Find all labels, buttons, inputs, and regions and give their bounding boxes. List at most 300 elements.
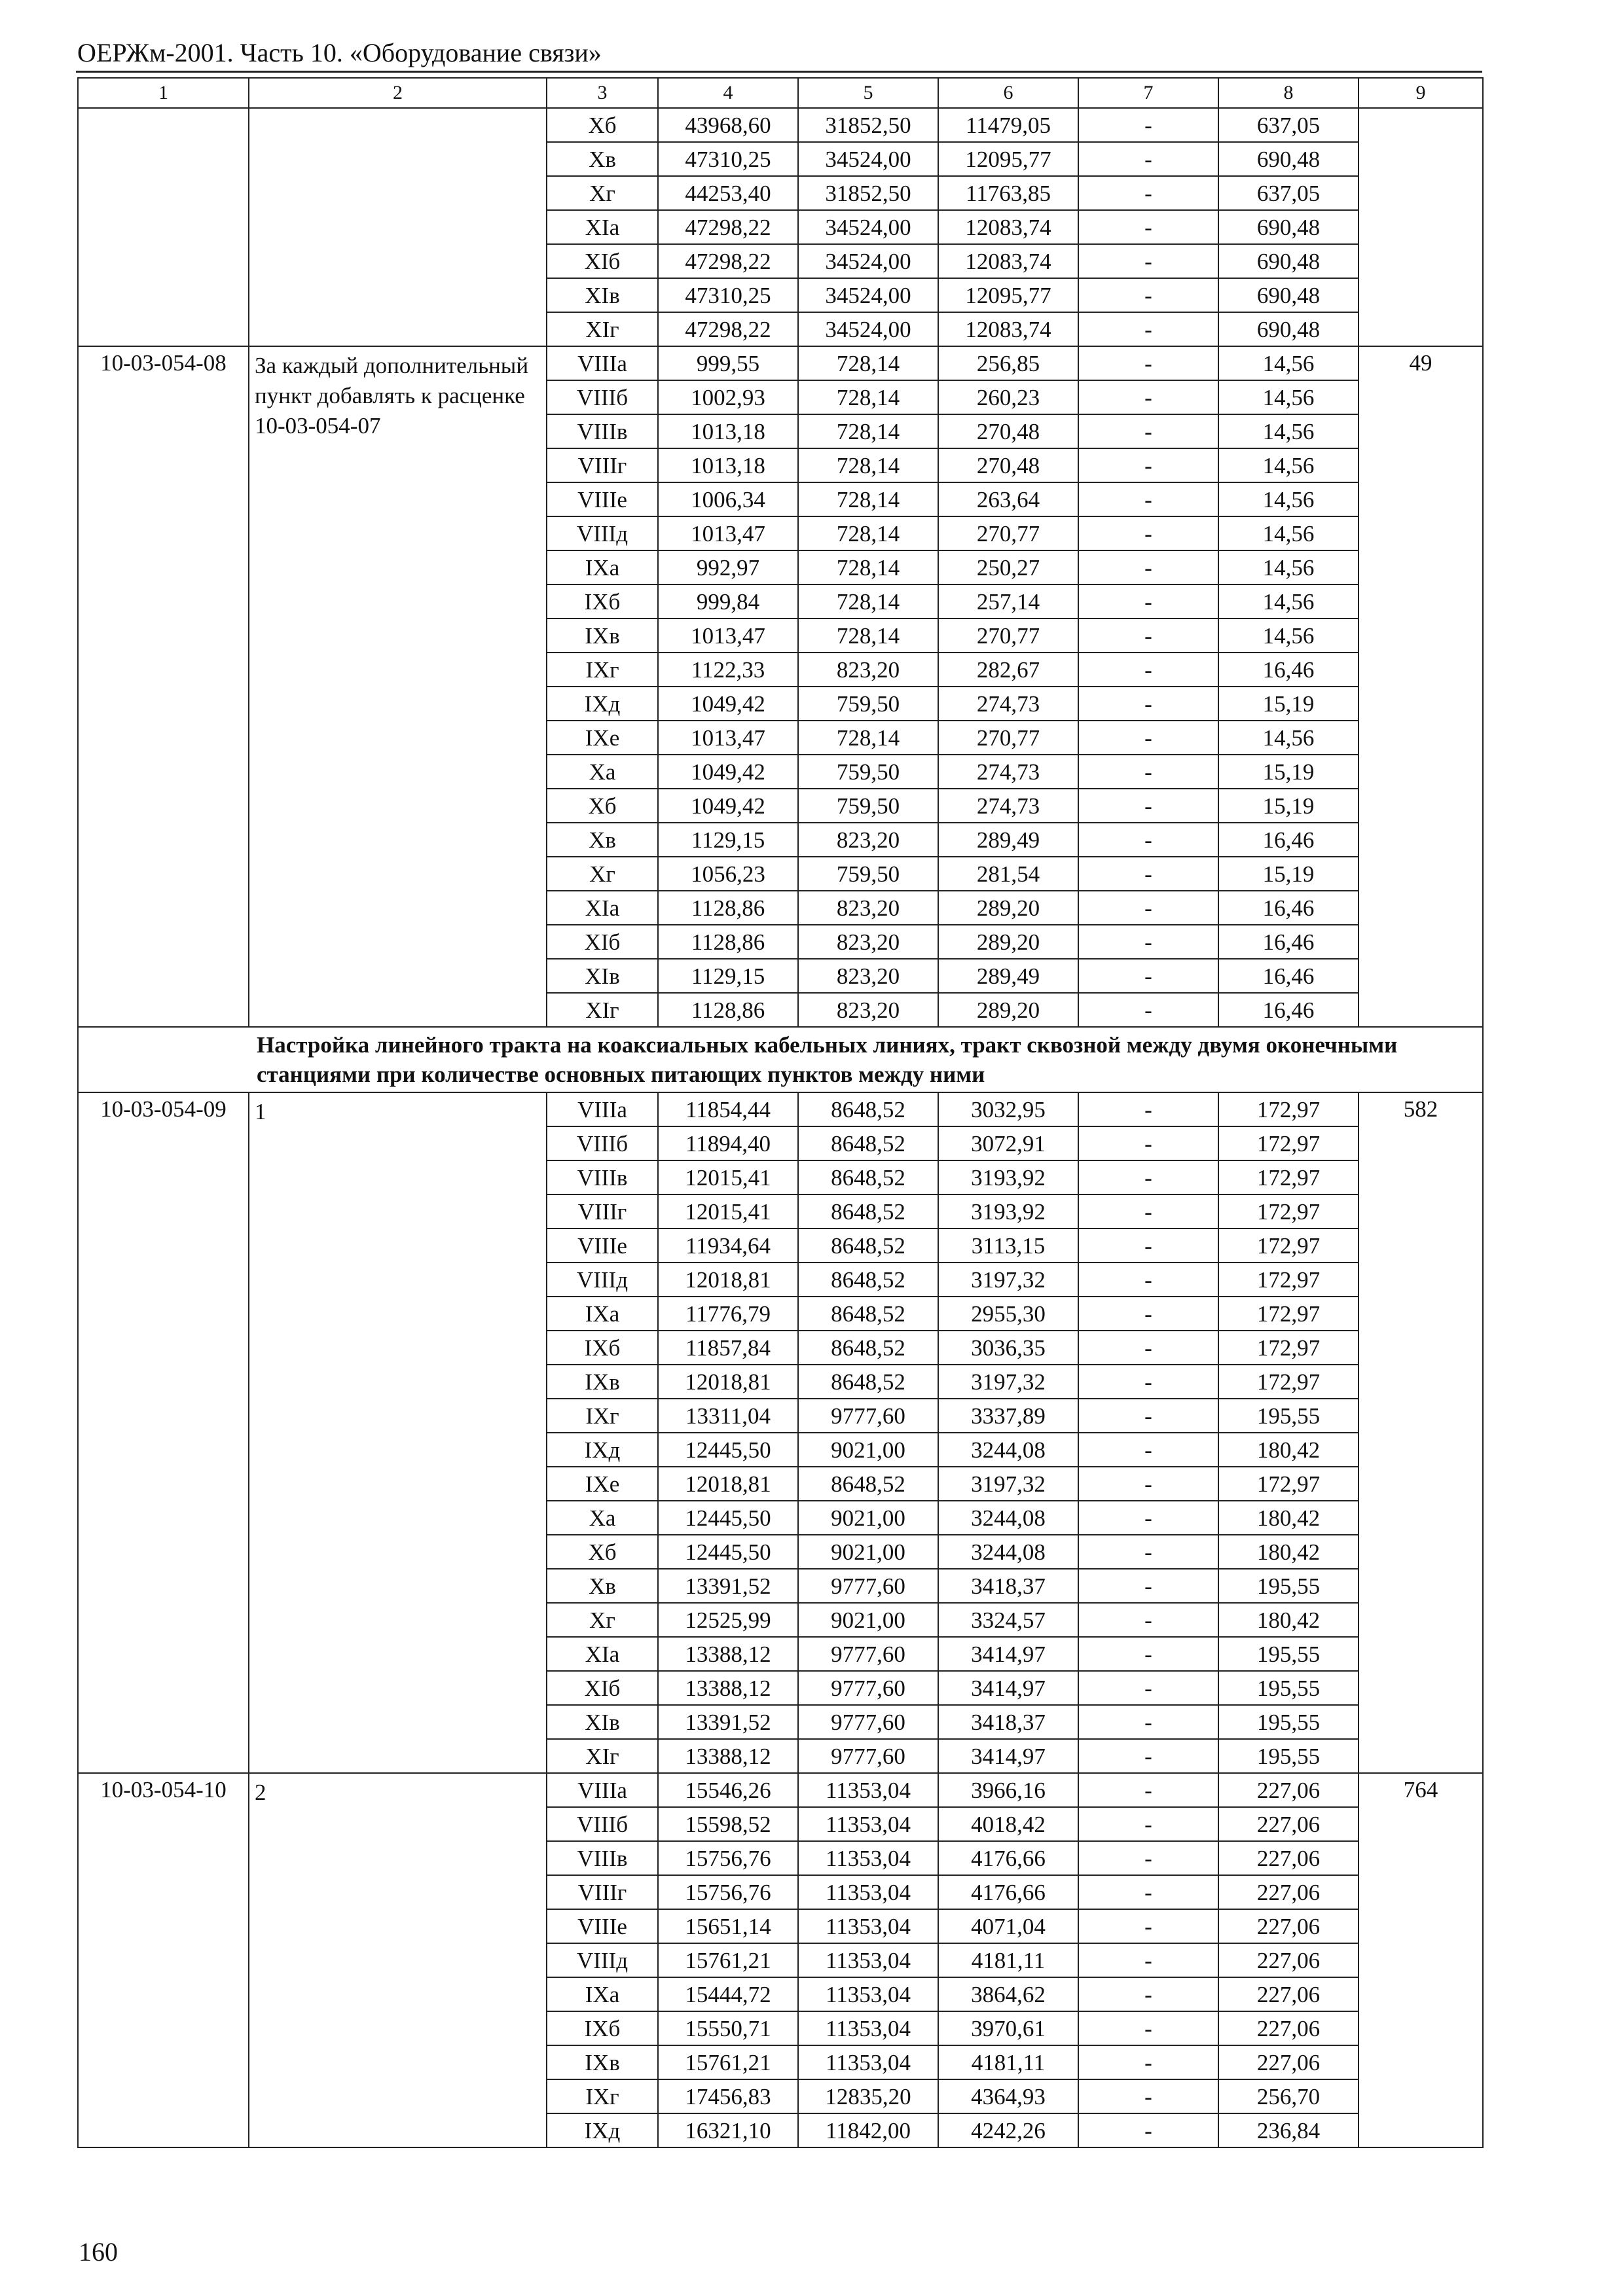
value-cell: - (1078, 1433, 1218, 1467)
value-cell: - (1078, 142, 1218, 176)
value-cell: - (1078, 1501, 1218, 1535)
value-cell: 15,19 (1218, 755, 1359, 789)
column-number: 3 (547, 78, 658, 108)
value-cell: - (1078, 176, 1218, 210)
value-cell: 16,46 (1218, 891, 1359, 925)
value-cell: IXа (547, 550, 658, 584)
value-cell: - (1078, 448, 1218, 482)
value-cell: 999,55 (658, 346, 798, 380)
value-cell: 12095,77 (938, 142, 1078, 176)
value-cell: 1013,47 (658, 721, 798, 755)
value-cell: - (1078, 278, 1218, 312)
value-cell: - (1078, 1569, 1218, 1603)
value-cell: 195,55 (1218, 1705, 1359, 1739)
value-cell: 172,97 (1218, 1297, 1359, 1331)
value-cell: 227,06 (1218, 1875, 1359, 1909)
value-cell: 16,46 (1218, 993, 1359, 1027)
value-cell: 8648,52 (798, 1331, 938, 1365)
value-cell: VIIIа (547, 1092, 658, 1126)
value-cell: 8648,52 (798, 1467, 938, 1501)
value-cell: 690,48 (1218, 244, 1359, 278)
value-cell: IXв (547, 2045, 658, 2079)
value-cell: IXд (547, 687, 658, 721)
value-cell: 270,77 (938, 721, 1078, 755)
rate-code: 10-03-054-09 (78, 1092, 249, 1773)
value-cell: 195,55 (1218, 1569, 1359, 1603)
value-cell: IXв (547, 1365, 658, 1399)
value-cell: XIг (547, 312, 658, 346)
value-cell: - (1078, 1297, 1218, 1331)
value-cell: - (1078, 755, 1218, 789)
value-cell: 12445,50 (658, 1433, 798, 1467)
value-cell: 15550,71 (658, 2011, 798, 2045)
value-cell: - (1078, 1637, 1218, 1671)
column-number: 2 (249, 78, 547, 108)
value-cell: - (1078, 653, 1218, 687)
value-cell: 236,84 (1218, 2113, 1359, 2147)
page-header: ОЕРЖм-2001. Часть 10. «Оборудование связи» (77, 38, 602, 67)
value-cell: VIIIв (547, 414, 658, 448)
value-cell: 16,46 (1218, 959, 1359, 993)
table-body (78, 78, 1483, 2147)
value-cell: - (1078, 1807, 1218, 1841)
value-cell: 8648,52 (798, 1229, 938, 1263)
value-cell: XIа (547, 891, 658, 925)
value-cell: 3970,61 (938, 2011, 1078, 2045)
value-cell: 13391,52 (658, 1569, 798, 1603)
value-cell: 4176,66 (938, 1841, 1078, 1875)
value-cell: 34524,00 (798, 210, 938, 244)
value-cell: - (1078, 1977, 1218, 2011)
resource-cell: 49 (1359, 346, 1483, 1027)
value-cell: 12015,41 (658, 1160, 798, 1194)
value-cell: 3414,97 (938, 1637, 1078, 1671)
value-cell: 728,14 (798, 380, 938, 414)
table-row (78, 346, 1483, 380)
value-cell: 637,05 (1218, 176, 1359, 210)
value-cell: 172,97 (1218, 1126, 1359, 1160)
value-cell: 14,56 (1218, 448, 1359, 482)
value-cell: 9777,60 (798, 1705, 938, 1739)
value-cell: 12018,81 (658, 1365, 798, 1399)
value-cell: 15,19 (1218, 789, 1359, 823)
value-cell: 690,48 (1218, 142, 1359, 176)
value-cell: XIа (547, 1637, 658, 1671)
value-cell: 14,56 (1218, 584, 1359, 619)
value-cell: 999,84 (658, 584, 798, 619)
value-cell: 1129,15 (658, 823, 798, 857)
value-cell: 11353,04 (798, 1875, 938, 1909)
value-cell: 227,06 (1218, 1773, 1359, 1807)
value-cell: 16,46 (1218, 823, 1359, 857)
value-cell: 11353,04 (798, 1841, 938, 1875)
column-number-row (78, 78, 1483, 108)
value-cell: VIIIа (547, 1773, 658, 1807)
value-cell: - (1078, 1194, 1218, 1229)
section-heading: Настройка линейного тракта на коаксиальных кабельных линиях, тракт сквозной между двумя оконечными станциями при количестве основных питающих пунктов между ними (78, 1027, 1483, 1092)
value-cell: 172,97 (1218, 1229, 1359, 1263)
column-number: 6 (938, 78, 1078, 108)
value-cell: 4364,93 (938, 2079, 1078, 2113)
value-cell: 47310,25 (658, 278, 798, 312)
value-cell: Xб (547, 1535, 658, 1569)
table-row (78, 108, 1483, 142)
value-cell: 3418,37 (938, 1569, 1078, 1603)
value-cell: - (1078, 959, 1218, 993)
value-cell: - (1078, 687, 1218, 721)
value-cell: 8648,52 (798, 1263, 938, 1297)
value-cell: 256,85 (938, 346, 1078, 380)
rate-code (78, 108, 249, 346)
value-cell: 15444,72 (658, 1977, 798, 2011)
value-cell: 3032,95 (938, 1092, 1078, 1126)
value-cell: 1122,33 (658, 653, 798, 687)
value-cell: - (1078, 789, 1218, 823)
value-cell: - (1078, 721, 1218, 755)
value-cell: 11353,04 (798, 1977, 938, 2011)
value-cell: 3244,08 (938, 1535, 1078, 1569)
value-cell: 12445,50 (658, 1535, 798, 1569)
rates-table (77, 77, 1484, 2148)
value-cell: 728,14 (798, 448, 938, 482)
resource-cell: 582 (1359, 1092, 1483, 1773)
value-cell: 637,05 (1218, 108, 1359, 142)
value-cell: 17456,83 (658, 2079, 798, 2113)
value-cell: 1056,23 (658, 857, 798, 891)
value-cell: 47298,22 (658, 312, 798, 346)
value-cell: 180,42 (1218, 1535, 1359, 1569)
value-cell: IXг (547, 2079, 658, 2113)
value-cell: 263,64 (938, 482, 1078, 516)
value-cell: 690,48 (1218, 210, 1359, 244)
value-cell: 690,48 (1218, 278, 1359, 312)
value-cell: IXе (547, 1467, 658, 1501)
value-cell: - (1078, 2011, 1218, 2045)
value-cell: 3414,97 (938, 1671, 1078, 1705)
value-cell: 3864,62 (938, 1977, 1078, 2011)
value-cell: 759,50 (798, 687, 938, 721)
value-cell: 11854,44 (658, 1092, 798, 1126)
value-cell: 12018,81 (658, 1467, 798, 1501)
value-cell: 728,14 (798, 482, 938, 516)
value-cell: IXд (547, 1433, 658, 1467)
value-cell: VIIIе (547, 1229, 658, 1263)
value-cell: 274,73 (938, 789, 1078, 823)
value-cell: - (1078, 1160, 1218, 1194)
value-cell: 3197,32 (938, 1365, 1078, 1399)
value-cell: - (1078, 414, 1218, 448)
value-cell: IXв (547, 619, 658, 653)
value-cell: 728,14 (798, 619, 938, 653)
value-cell: 195,55 (1218, 1399, 1359, 1433)
value-cell: 47310,25 (658, 142, 798, 176)
value-cell: 14,56 (1218, 721, 1359, 755)
value-cell: - (1078, 1875, 1218, 1909)
value-cell: 728,14 (798, 414, 938, 448)
value-cell: 1006,34 (658, 482, 798, 516)
value-cell: 728,14 (798, 550, 938, 584)
value-cell: 195,55 (1218, 1739, 1359, 1773)
value-cell: 13388,12 (658, 1637, 798, 1671)
value-cell: VIIIб (547, 1807, 658, 1841)
value-cell: 172,97 (1218, 1263, 1359, 1297)
value-cell: 3418,37 (938, 1705, 1078, 1739)
value-cell: 3414,97 (938, 1739, 1078, 1773)
value-cell: 9777,60 (798, 1671, 938, 1705)
value-cell: 14,56 (1218, 346, 1359, 380)
value-cell: IXа (547, 1297, 658, 1331)
value-cell: 14,56 (1218, 482, 1359, 516)
value-cell: 34524,00 (798, 142, 938, 176)
value-cell: VIIIе (547, 1909, 658, 1943)
value-cell: - (1078, 1603, 1218, 1637)
value-cell: - (1078, 1535, 1218, 1569)
column-number: 8 (1218, 78, 1359, 108)
value-cell: 11894,40 (658, 1126, 798, 1160)
value-cell: 257,14 (938, 584, 1078, 619)
column-number: 4 (658, 78, 798, 108)
value-cell: 11353,04 (798, 2045, 938, 2079)
value-cell: 1128,86 (658, 925, 798, 959)
value-cell: 728,14 (798, 721, 938, 755)
column-number: 1 (78, 78, 249, 108)
value-cell: 12083,74 (938, 244, 1078, 278)
value-cell: IXг (547, 653, 658, 687)
value-cell: 289,49 (938, 823, 1078, 857)
value-cell: 12018,81 (658, 1263, 798, 1297)
value-cell: - (1078, 584, 1218, 619)
value-cell: 8648,52 (798, 1126, 938, 1160)
value-cell: 172,97 (1218, 1365, 1359, 1399)
value-cell: 256,70 (1218, 2079, 1359, 2113)
value-cell: Xв (547, 823, 658, 857)
value-cell: 11857,84 (658, 1331, 798, 1365)
value-cell: 15,19 (1218, 857, 1359, 891)
value-cell: - (1078, 1365, 1218, 1399)
value-cell: - (1078, 516, 1218, 550)
table-row (78, 1773, 1483, 1807)
value-cell: 11763,85 (938, 176, 1078, 210)
value-cell: 15756,76 (658, 1841, 798, 1875)
value-cell: 13388,12 (658, 1671, 798, 1705)
value-cell: 1013,47 (658, 619, 798, 653)
rate-name (249, 108, 547, 346)
value-cell: 227,06 (1218, 1943, 1359, 1977)
rate-code: 10-03-054-08 (78, 346, 249, 1027)
value-cell: IXа (547, 1977, 658, 2011)
value-cell: 11353,04 (798, 1909, 938, 1943)
value-cell: 3966,16 (938, 1773, 1078, 1807)
value-cell: VIIIг (547, 1194, 658, 1229)
value-cell: XIб (547, 1671, 658, 1705)
value-cell: - (1078, 1773, 1218, 1807)
value-cell: 274,73 (938, 687, 1078, 721)
value-cell: 12095,77 (938, 278, 1078, 312)
value-cell: Xб (547, 108, 658, 142)
value-cell: 11353,04 (798, 1807, 938, 1841)
value-cell: 8648,52 (798, 1092, 938, 1126)
value-cell: Xа (547, 1501, 658, 1535)
value-cell: - (1078, 1331, 1218, 1365)
value-cell: 15761,21 (658, 2045, 798, 2079)
value-cell: 3036,35 (938, 1331, 1078, 1365)
value-cell: VIIIд (547, 1943, 658, 1977)
value-cell: VIIIг (547, 1875, 658, 1909)
value-cell: 227,06 (1218, 1977, 1359, 2011)
value-cell: XIб (547, 925, 658, 959)
value-cell: 31852,50 (798, 108, 938, 142)
value-cell: - (1078, 1092, 1218, 1126)
value-cell: 15,19 (1218, 687, 1359, 721)
value-cell: 34524,00 (798, 312, 938, 346)
value-cell: 15651,14 (658, 1909, 798, 1943)
page-number: 160 (79, 2237, 118, 2267)
value-cell: 1002,93 (658, 380, 798, 414)
value-cell: - (1078, 925, 1218, 959)
value-cell: 14,56 (1218, 414, 1359, 448)
value-cell: XIа (547, 210, 658, 244)
value-cell: 227,06 (1218, 2011, 1359, 2045)
value-cell: 3113,15 (938, 1229, 1078, 1263)
value-cell: 1128,86 (658, 993, 798, 1027)
value-cell: 1049,42 (658, 755, 798, 789)
value-cell: IXб (547, 584, 658, 619)
value-cell: 289,20 (938, 891, 1078, 925)
value-cell: 14,56 (1218, 550, 1359, 584)
value-cell: - (1078, 857, 1218, 891)
value-cell: 274,73 (938, 755, 1078, 789)
value-cell: - (1078, 346, 1218, 380)
section-heading-row (78, 1027, 1483, 1092)
value-cell: 289,20 (938, 925, 1078, 959)
value-cell: VIIIе (547, 482, 658, 516)
value-cell: - (1078, 1126, 1218, 1160)
value-cell: 270,48 (938, 448, 1078, 482)
value-cell: 13388,12 (658, 1739, 798, 1773)
value-cell: 16,46 (1218, 925, 1359, 959)
value-cell: VIIIг (547, 448, 658, 482)
value-cell: 12083,74 (938, 210, 1078, 244)
value-cell: 9021,00 (798, 1501, 938, 1535)
value-cell: VIIIб (547, 1126, 658, 1160)
value-cell: 3244,08 (938, 1501, 1078, 1535)
value-cell: 34524,00 (798, 244, 938, 278)
value-cell: 9021,00 (798, 1535, 938, 1569)
value-cell: 3193,92 (938, 1160, 1078, 1194)
value-cell: 282,67 (938, 653, 1078, 687)
value-cell: - (1078, 993, 1218, 1027)
value-cell: 728,14 (798, 516, 938, 550)
resource-cell: 764 (1359, 1773, 1483, 2147)
value-cell: VIIIд (547, 1263, 658, 1297)
value-cell: 12835,20 (798, 2079, 938, 2113)
value-cell: 172,97 (1218, 1467, 1359, 1501)
value-cell: - (1078, 823, 1218, 857)
value-cell: 4181,11 (938, 1943, 1078, 1977)
value-cell: 3193,92 (938, 1194, 1078, 1229)
value-cell: Xг (547, 857, 658, 891)
value-cell: 13391,52 (658, 1705, 798, 1739)
value-cell: - (1078, 1263, 1218, 1297)
value-cell: 16,46 (1218, 653, 1359, 687)
value-cell: 14,56 (1218, 619, 1359, 653)
value-cell: 250,27 (938, 550, 1078, 584)
value-cell: VIIIв (547, 1160, 658, 1194)
value-cell: Xв (547, 142, 658, 176)
value-cell: - (1078, 312, 1218, 346)
value-cell: 3337,89 (938, 1399, 1078, 1433)
value-cell: 1013,18 (658, 414, 798, 448)
value-cell: IXе (547, 721, 658, 755)
value-cell: - (1078, 108, 1218, 142)
value-cell: 227,06 (1218, 2045, 1359, 2079)
value-cell: 759,50 (798, 857, 938, 891)
value-cell: 172,97 (1218, 1331, 1359, 1365)
value-cell: 3197,32 (938, 1263, 1078, 1297)
value-cell: 289,20 (938, 993, 1078, 1027)
value-cell: 823,20 (798, 653, 938, 687)
value-cell: 47298,22 (658, 210, 798, 244)
value-cell: 3324,57 (938, 1603, 1078, 1637)
value-cell: IXд (547, 2113, 658, 2147)
value-cell: 9777,60 (798, 1569, 938, 1603)
value-cell: 1128,86 (658, 891, 798, 925)
value-cell: 281,54 (938, 857, 1078, 891)
value-cell: 2955,30 (938, 1297, 1078, 1331)
value-cell: 823,20 (798, 891, 938, 925)
value-cell: XIв (547, 278, 658, 312)
value-cell: 823,20 (798, 959, 938, 993)
value-cell: 8648,52 (798, 1194, 938, 1229)
value-cell: XIв (547, 959, 658, 993)
value-cell: 759,50 (798, 755, 938, 789)
value-cell: - (1078, 619, 1218, 653)
value-cell: 13311,04 (658, 1399, 798, 1433)
value-cell: 16321,10 (658, 2113, 798, 2147)
value-cell: 11776,79 (658, 1297, 798, 1331)
value-cell: - (1078, 1705, 1218, 1739)
value-cell: 8648,52 (798, 1160, 938, 1194)
value-cell: - (1078, 1841, 1218, 1875)
value-cell: 227,06 (1218, 1909, 1359, 1943)
value-cell: 227,06 (1218, 1807, 1359, 1841)
value-cell: 823,20 (798, 993, 938, 1027)
value-cell: 195,55 (1218, 1637, 1359, 1671)
value-cell: 12083,74 (938, 312, 1078, 346)
value-cell: - (1078, 1671, 1218, 1705)
value-cell: - (1078, 1943, 1218, 1977)
value-cell: 195,55 (1218, 1671, 1359, 1705)
value-cell: 690,48 (1218, 312, 1359, 346)
value-cell: 728,14 (798, 584, 938, 619)
value-cell: 1049,42 (658, 789, 798, 823)
value-cell: 9777,60 (798, 1739, 938, 1773)
value-cell: 43968,60 (658, 108, 798, 142)
value-cell: 270,48 (938, 414, 1078, 448)
value-cell: 1013,18 (658, 448, 798, 482)
value-cell: - (1078, 244, 1218, 278)
value-cell: VIIIб (547, 380, 658, 414)
value-cell: 9021,00 (798, 1433, 938, 1467)
value-cell: 9777,60 (798, 1637, 938, 1671)
value-cell: 1013,47 (658, 516, 798, 550)
value-cell: 180,42 (1218, 1501, 1359, 1535)
value-cell: - (1078, 482, 1218, 516)
value-cell: 4071,04 (938, 1909, 1078, 1943)
value-cell: 9021,00 (798, 1603, 938, 1637)
value-cell: 11479,05 (938, 108, 1078, 142)
value-cell: 14,56 (1218, 380, 1359, 414)
